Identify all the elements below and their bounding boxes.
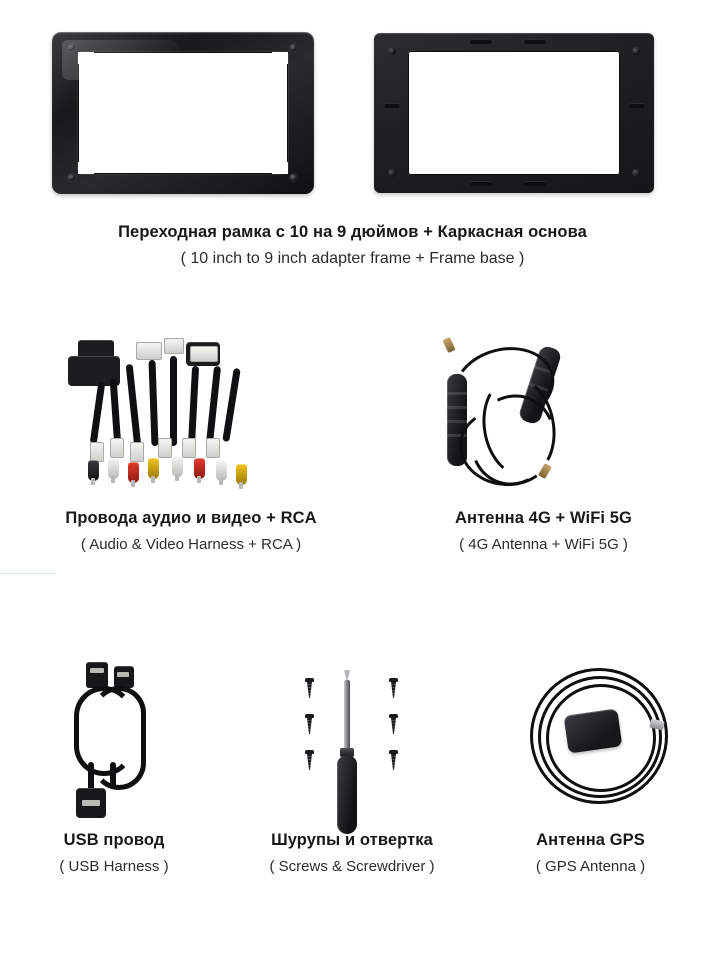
harness-wire — [126, 364, 142, 448]
antenna-icon — [437, 336, 667, 506]
screw — [306, 750, 313, 770]
frame-base-slot — [524, 39, 546, 44]
screw-head — [305, 714, 314, 718]
usb-harness-caption-block — [0, 830, 228, 876]
usb-harness-art — [0, 640, 228, 830]
screw-body — [307, 718, 312, 734]
screw — [306, 714, 313, 734]
screwdriver-and-screws-icon — [288, 652, 423, 832]
4g-wifi-antenna-caption-ru: Антенна 4G + WiFi 5G — [455, 509, 632, 527]
usb-female-port — [76, 788, 106, 818]
frame-base-slot — [629, 103, 645, 108]
screw-body — [307, 682, 312, 698]
audio-video-harness-art — [0, 318, 382, 508]
rca-tip — [91, 478, 95, 485]
harness-wire-label — [182, 438, 196, 458]
gps-antenna-art — [476, 640, 705, 830]
frame-base-window — [408, 51, 620, 175]
harness-wire-label — [158, 438, 172, 458]
harness-wire-label — [130, 442, 144, 462]
frame-base-slot — [524, 181, 546, 186]
usb-cable-icon — [58, 662, 178, 832]
antenna-stripe — [447, 420, 467, 423]
adapter-frame-notch — [78, 162, 94, 174]
frame-base-hole — [632, 47, 640, 55]
screw-body — [391, 682, 396, 698]
audio-video-harness-caption-en: ( Audio & Video Harness + RCA ) — [80, 535, 302, 553]
4g-wifi-antenna-caption-block — [382, 508, 705, 554]
screws-screwdriver-block — [228, 640, 476, 876]
usb-harness-caption-en: ( USB Harness ) — [59, 857, 169, 875]
gps-antenna-caption-block — [476, 830, 705, 876]
adapter-frame-screw — [68, 174, 75, 181]
harness-wire — [149, 360, 159, 446]
harness-wire-label — [90, 442, 104, 462]
rca-tip — [239, 482, 243, 489]
usb-connector-slot — [117, 672, 129, 677]
harness-wire — [90, 382, 106, 444]
4g-wifi-antenna-caption-en: ( 4G Antenna + WiFi 5G ) — [459, 535, 628, 553]
wiring-harness-icon — [60, 338, 330, 503]
screw — [390, 678, 397, 698]
rca-tip — [219, 478, 223, 485]
section-accessories — [0, 640, 705, 970]
gps-antenna-caption-ru: Антенна GPS — [536, 831, 645, 849]
harness-wire — [222, 368, 240, 442]
screw-head — [389, 750, 398, 754]
screws-screwdriver-caption-block — [228, 830, 476, 876]
frames-caption-block — [0, 222, 705, 269]
antenna-connector — [442, 337, 455, 353]
audio-video-harness-block — [0, 318, 382, 554]
harness-wire — [170, 356, 177, 446]
frame-base-hole — [632, 169, 640, 177]
frame-base-slot — [384, 103, 400, 108]
harness-white-plug — [164, 338, 184, 354]
frames-image-row — [0, 28, 705, 198]
section-harness-antenna — [0, 318, 705, 618]
adapter-frame-screw — [290, 174, 297, 181]
screw — [390, 714, 397, 734]
adapter-frame-notch — [272, 162, 288, 174]
usb-harness-caption-ru: USB провод — [63, 831, 165, 849]
usb-harness-block — [0, 640, 228, 876]
screw-body — [391, 754, 396, 770]
frames-caption-en: ( 10 inch to 9 inch adapter frame + Frame base ) — [180, 249, 525, 267]
usb-connector-a — [86, 662, 108, 688]
harness-white-plug — [136, 342, 162, 360]
usb-cable-run — [110, 762, 116, 788]
screws-screwdriver-caption-en: ( Screws & Screwdriver ) — [269, 857, 435, 875]
gps-antenna-icon — [524, 658, 684, 833]
adapter-frame-screw — [68, 44, 75, 51]
usb-connector-slot — [90, 668, 104, 673]
harness-wire — [206, 366, 221, 444]
rca-tip — [197, 476, 201, 483]
harness-wire-label — [206, 438, 220, 458]
rca-tip — [131, 480, 135, 487]
frame-base-slot — [470, 181, 492, 186]
harness-wire — [188, 366, 199, 446]
frame-base-icon — [374, 33, 654, 193]
decorative-hairline — [0, 573, 56, 574]
screw — [390, 750, 397, 770]
adapter-frame-icon — [52, 32, 314, 194]
adapter-frame-screw — [290, 44, 297, 51]
frame-base-hole — [388, 169, 396, 177]
usb-connector-b — [114, 666, 134, 688]
screw-head — [305, 750, 314, 754]
adapter-frame-window — [78, 52, 288, 174]
rca-tip — [151, 476, 155, 483]
screw-head — [389, 714, 398, 718]
frames-caption-ru: Переходная рамка с 10 на 9 дюймов + Каркасная основа — [118, 223, 587, 241]
screw-head — [389, 678, 398, 682]
audio-video-harness-caption-ru: Провода аудио и видео + RCA — [65, 509, 317, 527]
usb-cable-bend — [92, 686, 146, 790]
usb-port-slot — [82, 800, 100, 806]
gps-antenna-block — [476, 640, 705, 876]
gps-antenna-caption-en: ( GPS Antenna ) — [535, 857, 646, 875]
adapter-frame-notch — [78, 52, 94, 64]
gps-antenna-puck — [564, 708, 623, 753]
rca-tip — [111, 476, 115, 483]
4g-wifi-antenna-block — [382, 318, 705, 554]
adapter-frame-notch — [272, 52, 288, 64]
screws-screwdriver-art — [228, 640, 476, 830]
screws-screwdriver-caption-ru: Шурупы и отвертка — [271, 831, 433, 849]
screwdriver-handle — [337, 756, 357, 834]
screw-body — [307, 754, 312, 770]
screw — [306, 678, 313, 698]
harness-iso-insert — [190, 346, 218, 362]
4g-wifi-antenna-art — [382, 318, 705, 508]
rca-tip — [175, 474, 179, 481]
harness-wire-label — [110, 438, 124, 458]
section-frames — [0, 0, 705, 300]
frame-base-slot — [470, 39, 492, 44]
audio-video-harness-caption-block — [0, 508, 382, 554]
screw-body — [391, 718, 396, 734]
frame-base-hole — [388, 47, 396, 55]
screw-head — [305, 678, 314, 682]
screwdriver-shaft — [344, 680, 350, 752]
